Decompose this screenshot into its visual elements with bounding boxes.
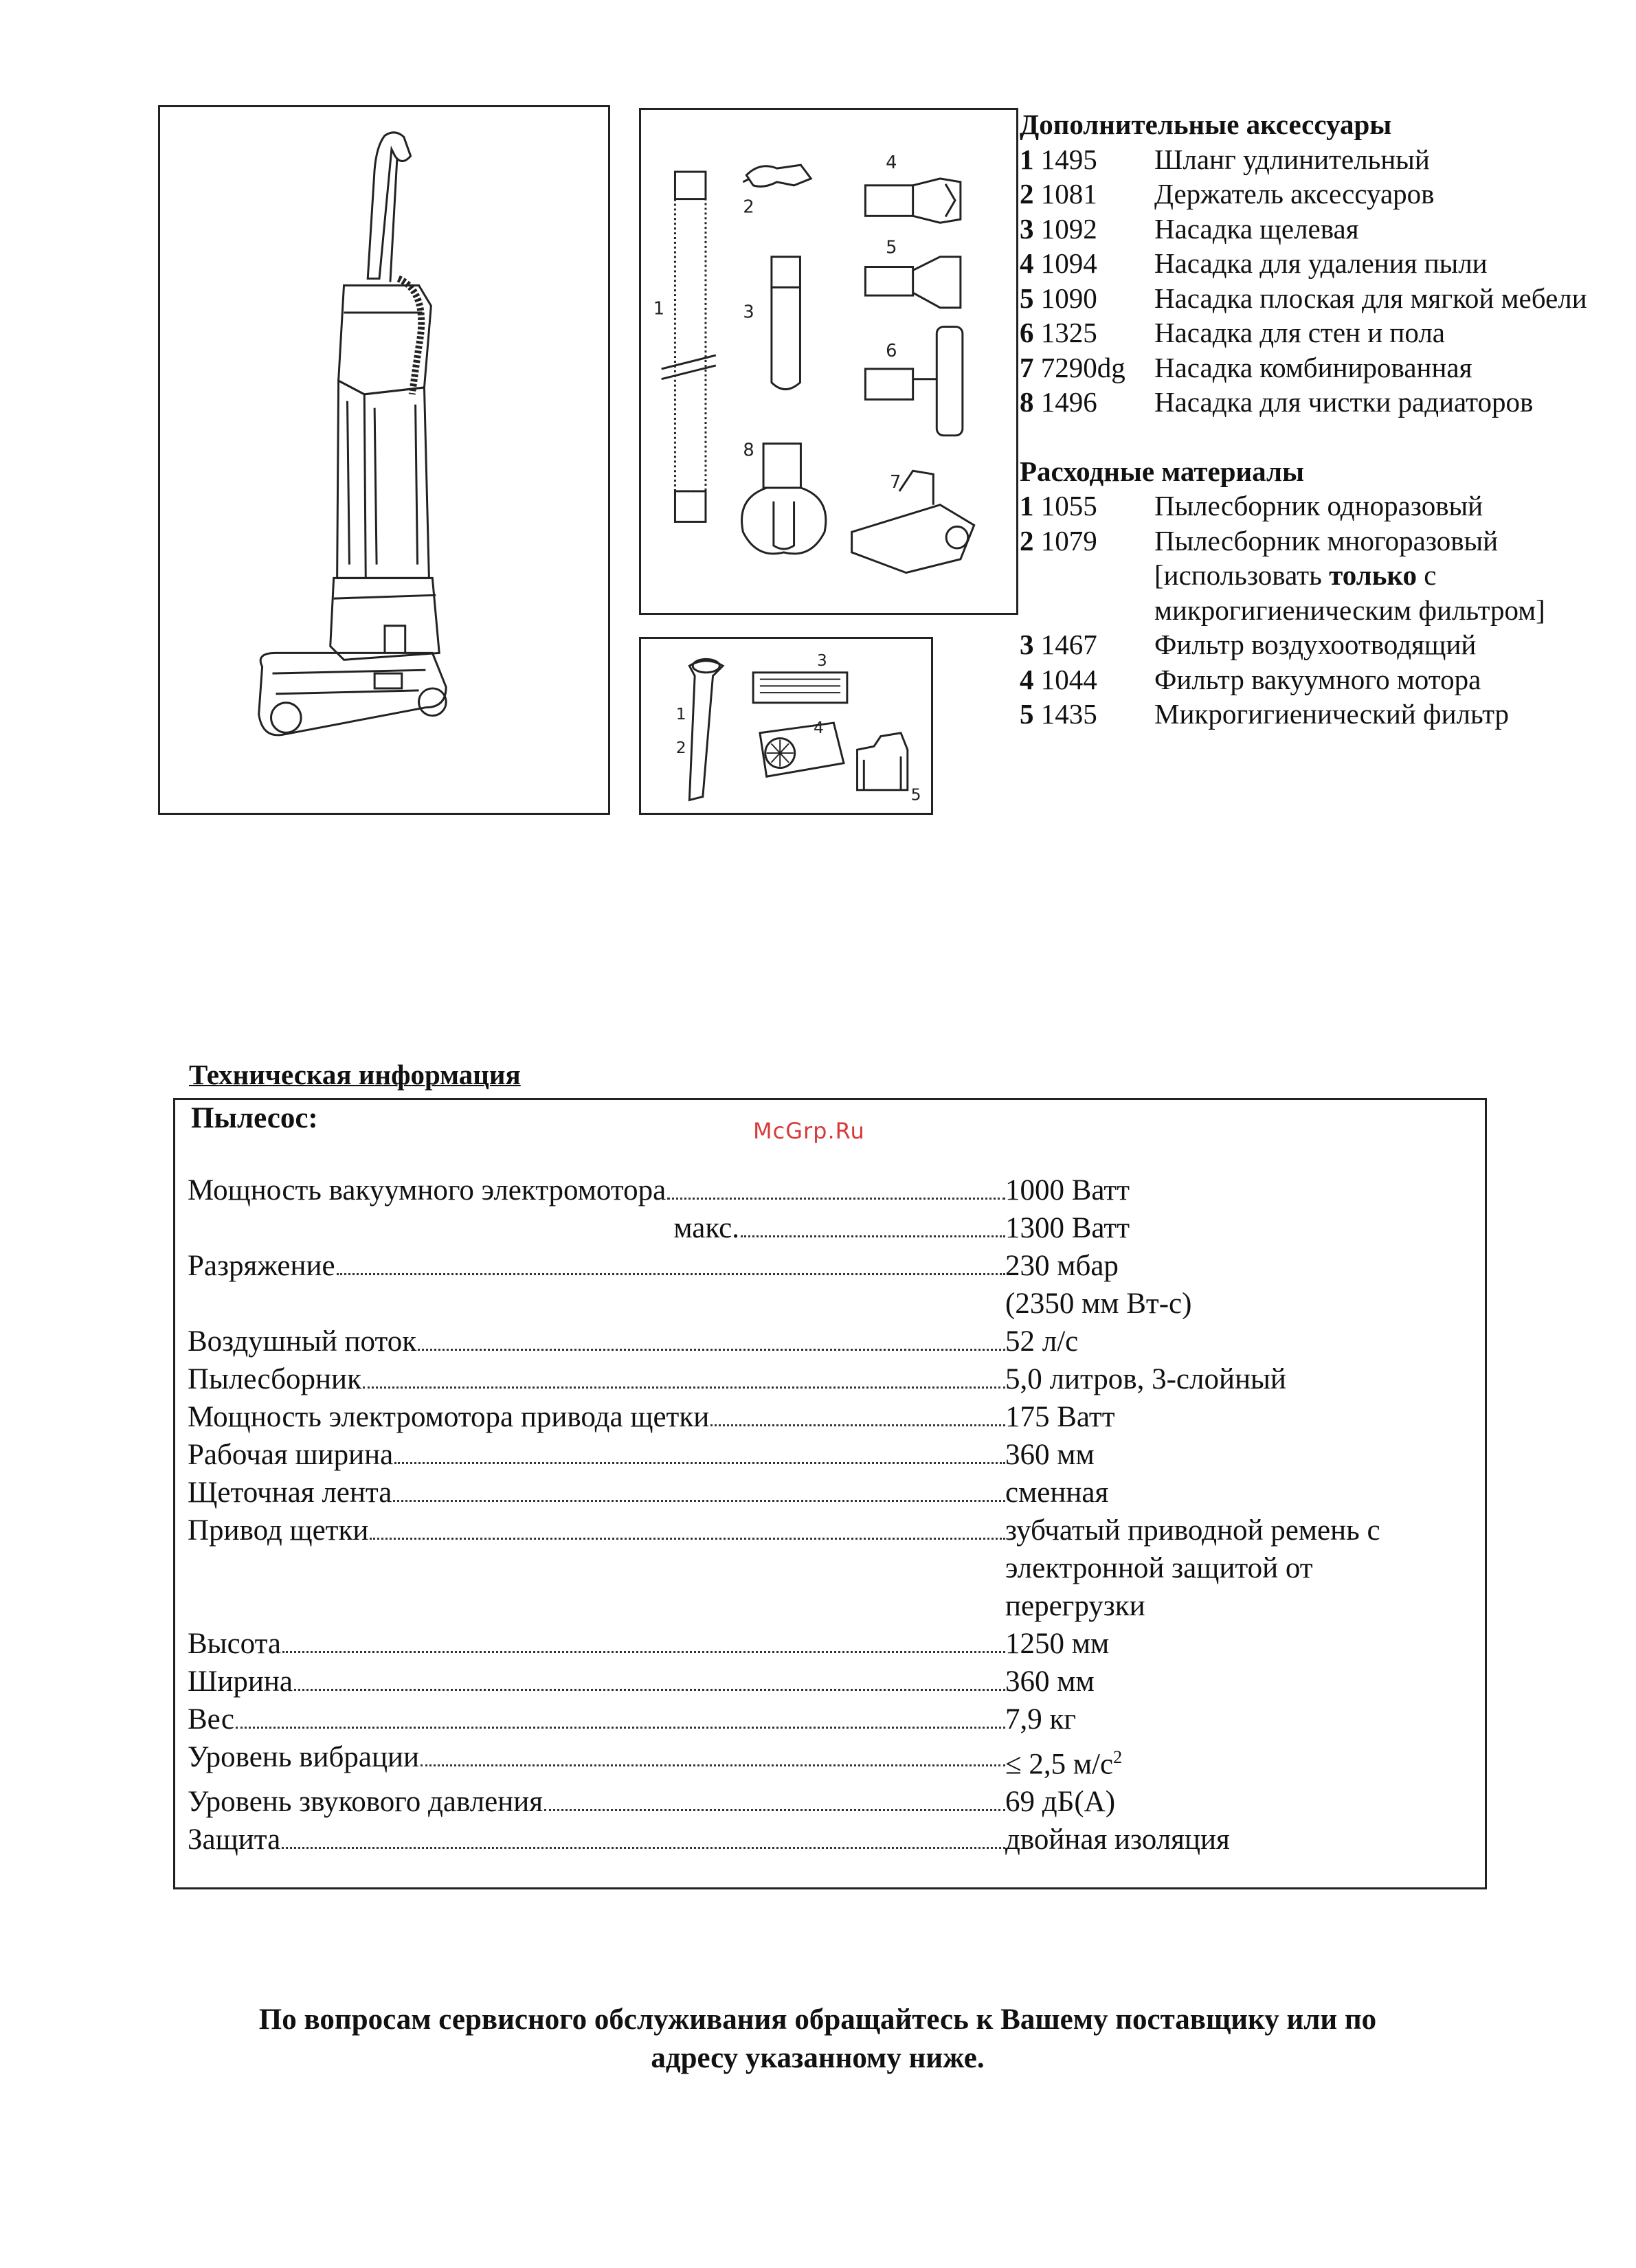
accessories-item-name: Насадка комбинированная bbox=[1154, 351, 1472, 383]
accessories-item-desc bbox=[1154, 385, 1624, 420]
spec-label-text: Вес bbox=[188, 1703, 234, 1736]
accessories-item bbox=[1020, 142, 1624, 177]
accessories-item-article: 1495 bbox=[1040, 143, 1097, 175]
accessories-item-name: Насадка для стен и пола bbox=[1154, 317, 1445, 348]
spec-label bbox=[188, 1738, 1005, 1783]
spec-label-text: макс. bbox=[673, 1212, 739, 1244]
consumables-item-name: Фильтр воздухоотводящий bbox=[1154, 629, 1477, 660]
consumables-item-desc bbox=[1154, 697, 1624, 732]
consumables-item-number: 5 bbox=[1020, 698, 1034, 730]
dot-leader bbox=[710, 1424, 1005, 1426]
accessories-item-desc bbox=[1154, 246, 1624, 281]
spec-value-text: 1250 мм bbox=[1005, 1628, 1110, 1660]
spec-label-text: Уровень звукового давления bbox=[188, 1786, 544, 1819]
spec-row bbox=[188, 1360, 1438, 1398]
accessories-item-code bbox=[1020, 385, 1154, 420]
spec-label bbox=[188, 1625, 1005, 1663]
consumables-item bbox=[1020, 524, 1624, 628]
spec-row bbox=[188, 1247, 1438, 1323]
spec-label-text: Рабочая ширина bbox=[188, 1439, 394, 1471]
accessories-figure bbox=[639, 108, 1018, 615]
spec-label bbox=[188, 1474, 1005, 1512]
accessories-item bbox=[1020, 212, 1624, 247]
accessories-item-code bbox=[1020, 315, 1154, 350]
dot-leader bbox=[282, 1651, 1005, 1653]
spec-value bbox=[1005, 1436, 1438, 1474]
spec-value-text: 52 л/с bbox=[1005, 1325, 1079, 1358]
spec-label bbox=[188, 1436, 1005, 1474]
consumables-item-name: Фильтр вакуумного мотора bbox=[1154, 663, 1481, 695]
spec-row bbox=[188, 1512, 1438, 1625]
svg-text:6: 6 bbox=[886, 341, 897, 362]
spec-label bbox=[188, 1663, 1005, 1700]
note-pre: [использовать bbox=[1154, 559, 1330, 591]
consumables-item-code bbox=[1020, 627, 1154, 662]
dot-leader bbox=[337, 1273, 1005, 1275]
consumables-item-name: Пылесборник одноразовый bbox=[1154, 490, 1483, 521]
spec-label-text: Ширина bbox=[188, 1665, 293, 1698]
consumables-item-number: 4 bbox=[1020, 663, 1034, 695]
spec-value bbox=[1005, 1700, 1438, 1738]
accessories-item-number: 4 bbox=[1020, 247, 1034, 279]
spec-label-text: Высота bbox=[188, 1628, 281, 1660]
accessories-item-desc bbox=[1154, 142, 1624, 177]
spec-row bbox=[188, 1625, 1438, 1663]
accessories-item-desc bbox=[1154, 212, 1624, 247]
spec-label-text: Уровень вибрации bbox=[188, 1741, 419, 1773]
spec-label bbox=[188, 1398, 1005, 1436]
dot-leader bbox=[236, 1727, 1005, 1729]
consumables-item-note bbox=[1154, 558, 1624, 627]
spec-value bbox=[1005, 1512, 1438, 1625]
spec-label bbox=[188, 1171, 1005, 1209]
svg-text:7: 7 bbox=[890, 471, 901, 493]
accessories-item-name: Насадка щелевая bbox=[1154, 212, 1359, 245]
dot-leader bbox=[667, 1198, 1005, 1200]
spec-label bbox=[188, 1360, 1005, 1398]
svg-text:2: 2 bbox=[675, 738, 686, 758]
spec-value-text: 5,0 литров, 3-слойный bbox=[1005, 1363, 1286, 1395]
service-note-line-2: адресу указанному ниже. bbox=[651, 2042, 985, 2074]
accessories-item-name: Насадка для удаления пыли bbox=[1154, 247, 1488, 279]
accessories-item-article: 7290dg bbox=[1040, 351, 1125, 383]
accessories-title: Дополнительные аксессуары bbox=[1020, 109, 1392, 140]
consumables-title: Расходные материалы bbox=[1020, 455, 1305, 487]
spec-label bbox=[188, 1247, 1005, 1323]
consumables-item-article: 1044 bbox=[1040, 663, 1097, 695]
spec-label-text: Щеточная лента bbox=[188, 1477, 392, 1509]
spec-label bbox=[188, 1821, 1005, 1859]
consumables-item bbox=[1020, 627, 1624, 662]
spec-row bbox=[188, 1398, 1438, 1436]
consumables-item-code bbox=[1020, 524, 1154, 628]
spec-label bbox=[188, 1700, 1005, 1738]
svg-text:5: 5 bbox=[910, 785, 921, 805]
accessories-item-article: 1325 bbox=[1040, 317, 1097, 348]
consumables-item-name: Пылесборник многоразовый bbox=[1154, 524, 1499, 557]
accessories-item bbox=[1020, 281, 1624, 316]
accessories-item bbox=[1020, 246, 1624, 281]
watermark: McGrp.Ru bbox=[753, 1118, 865, 1144]
spec-value bbox=[1005, 1783, 1438, 1821]
accessories-item bbox=[1020, 177, 1624, 212]
spec-row bbox=[188, 1323, 1438, 1360]
spec-value-superscript: 2 bbox=[1113, 1747, 1123, 1767]
spec-row bbox=[188, 1821, 1438, 1859]
accessories-list bbox=[1020, 142, 1624, 420]
accessories-item bbox=[1020, 385, 1624, 420]
accessories-item-number: 6 bbox=[1020, 317, 1034, 348]
spec-row bbox=[188, 1783, 1438, 1821]
accessories-item-number: 3 bbox=[1020, 212, 1034, 245]
consumables-item-number: 1 bbox=[1020, 490, 1034, 521]
tech-title: Техническая информация bbox=[189, 1059, 521, 1090]
svg-text:3: 3 bbox=[743, 302, 754, 323]
svg-text:4: 4 bbox=[814, 717, 824, 737]
spec-label-text: Привод щетки bbox=[188, 1514, 369, 1547]
dot-leader bbox=[741, 1235, 1005, 1237]
spec-label-text: Воздушный поток bbox=[188, 1325, 417, 1358]
accessories-item-number: 2 bbox=[1020, 178, 1034, 210]
svg-text:1: 1 bbox=[653, 298, 665, 319]
consumables-item-article: 1055 bbox=[1040, 490, 1097, 521]
spec-label-text: Пылесборник bbox=[188, 1363, 361, 1395]
spec-value bbox=[1005, 1625, 1438, 1663]
consumables-item-article: 1435 bbox=[1040, 698, 1097, 730]
accessories-item-code bbox=[1020, 246, 1154, 281]
spec-label bbox=[188, 1209, 1005, 1247]
accessories-item-name: Насадка для чистки радиаторов bbox=[1154, 386, 1534, 418]
parts-list bbox=[1020, 107, 1624, 732]
service-note-line-1: По вопросам сервисного обслуживания обращайтесь к Вашему поставщику или по bbox=[258, 2003, 1377, 2036]
spec-value bbox=[1005, 1209, 1438, 1247]
spec-value bbox=[1005, 1398, 1438, 1436]
svg-text:8: 8 bbox=[743, 440, 754, 461]
accessories-item-article: 1496 bbox=[1040, 386, 1097, 418]
dot-leader bbox=[393, 1500, 1005, 1502]
spec-value-text: 7,9 кг bbox=[1005, 1703, 1077, 1736]
spec-value-text: 1300 Ватт bbox=[1005, 1212, 1130, 1244]
spec-label bbox=[188, 1512, 1005, 1625]
consumables-item-desc bbox=[1154, 662, 1624, 697]
note-bold: только bbox=[1329, 559, 1417, 591]
spec-value-text: 69 дБ(А) bbox=[1005, 1786, 1116, 1819]
dot-leader bbox=[421, 1764, 1005, 1766]
accessories-item-name: Насадка плоская для мягкой мебели bbox=[1154, 282, 1587, 314]
consumables-item-article: 1079 bbox=[1040, 524, 1097, 557]
spec-value-text: ≤ 2,5 м/с bbox=[1005, 1748, 1114, 1781]
vacuum-figure bbox=[158, 105, 610, 815]
consumables-item-desc bbox=[1154, 524, 1624, 628]
spec-value bbox=[1005, 1821, 1438, 1859]
spec-row bbox=[188, 1474, 1438, 1512]
consumables-drawing bbox=[641, 639, 931, 813]
accessories-item-article: 1081 bbox=[1040, 178, 1097, 210]
svg-text:3: 3 bbox=[816, 651, 827, 671]
consumables-figure bbox=[639, 637, 933, 815]
consumables-list bbox=[1020, 489, 1624, 732]
spec-row bbox=[188, 1738, 1438, 1783]
spec-value bbox=[1005, 1323, 1438, 1360]
accessories-item bbox=[1020, 350, 1624, 385]
accessories-item-name: Держатель аксессуаров bbox=[1154, 178, 1435, 210]
spec-value-text: зубчатый приводной ремень с электронной защитой от перегрузки bbox=[1005, 1514, 1380, 1622]
service-note bbox=[165, 2001, 1470, 2078]
dot-leader bbox=[370, 1538, 1005, 1540]
accessories-item-desc bbox=[1154, 315, 1624, 350]
accessories-item-desc bbox=[1154, 350, 1624, 385]
dot-leader bbox=[294, 1689, 1005, 1691]
spec-value bbox=[1005, 1663, 1438, 1700]
consumables-item-article: 1467 bbox=[1040, 629, 1097, 660]
accessories-item-number: 5 bbox=[1020, 282, 1034, 314]
dot-leader bbox=[418, 1349, 1005, 1351]
consumables-item-number: 3 bbox=[1020, 629, 1034, 660]
accessories-item-desc bbox=[1154, 281, 1624, 316]
spec-row bbox=[188, 1171, 1438, 1209]
spec-value bbox=[1005, 1474, 1438, 1512]
consumables-item-desc bbox=[1154, 627, 1624, 662]
consumables-item-number: 2 bbox=[1020, 524, 1034, 557]
dot-leader bbox=[363, 1386, 1005, 1389]
spec-value-text: 1000 Ватт bbox=[1005, 1174, 1130, 1206]
spec-list bbox=[188, 1171, 1438, 1859]
spec-value-text: сменная bbox=[1005, 1477, 1109, 1509]
spec-label-text: Мощность вакуумного электромотора bbox=[188, 1174, 666, 1206]
accessories-item-article: 1094 bbox=[1040, 247, 1097, 279]
consumables-item-name: Микрогигиенический фильтр bbox=[1154, 698, 1510, 730]
spec-row bbox=[188, 1436, 1438, 1474]
spec-row bbox=[188, 1663, 1438, 1700]
accessories-item bbox=[1020, 315, 1624, 350]
svg-text:1: 1 bbox=[675, 704, 686, 724]
accessories-item-code bbox=[1020, 281, 1154, 316]
spec-label-text: Защита bbox=[188, 1823, 281, 1856]
accessories-item-article: 1092 bbox=[1040, 212, 1097, 245]
spec-value-text: 360 мм bbox=[1005, 1665, 1095, 1698]
accessories-item-desc bbox=[1154, 177, 1624, 212]
accessories-item-code bbox=[1020, 350, 1154, 385]
spec-value-text: 175 Ватт bbox=[1005, 1401, 1115, 1433]
consumables-item-code bbox=[1020, 489, 1154, 524]
dot-leader bbox=[544, 1809, 1005, 1811]
accessories-item-number: 1 bbox=[1020, 143, 1034, 175]
accessories-item-code bbox=[1020, 177, 1154, 212]
consumables-item-code bbox=[1020, 697, 1154, 732]
accessories-item-article: 1090 bbox=[1040, 282, 1097, 314]
svg-text:5: 5 bbox=[886, 237, 897, 258]
svg-text:4: 4 bbox=[886, 153, 897, 174]
accessories-item-code bbox=[1020, 212, 1154, 247]
vacuum-cleaner-drawing bbox=[160, 107, 608, 813]
spec-value bbox=[1005, 1171, 1438, 1209]
spec-value-text: 360 мм bbox=[1005, 1439, 1095, 1471]
spec-row bbox=[188, 1700, 1438, 1738]
spec-row bbox=[188, 1209, 1438, 1247]
spec-value bbox=[1005, 1738, 1438, 1783]
spec-value bbox=[1005, 1247, 1438, 1323]
consumables-item-desc bbox=[1154, 489, 1624, 524]
spec-value-text: 230 мбар bbox=[1005, 1250, 1119, 1282]
spec-label-text: Мощность электромотора привода щетки bbox=[188, 1401, 710, 1433]
svg-text:2: 2 bbox=[743, 197, 754, 218]
dot-leader bbox=[282, 1847, 1005, 1849]
note-post: с микрогигиеническим фильтром] bbox=[1154, 559, 1545, 626]
accessories-item-code bbox=[1020, 142, 1154, 177]
spec-label-text: Разряжение bbox=[188, 1250, 335, 1282]
accessories-item-name: Шланг удлинительный bbox=[1154, 143, 1430, 175]
spec-label bbox=[188, 1323, 1005, 1360]
tech-subtitle: Пылесос: bbox=[191, 1102, 318, 1134]
consumables-item bbox=[1020, 489, 1624, 524]
accessories-item-number: 8 bbox=[1020, 386, 1034, 418]
accessories-item-number: 7 bbox=[1020, 351, 1034, 383]
accessories-drawing bbox=[641, 110, 1016, 613]
consumables-item bbox=[1020, 662, 1624, 697]
spec-label bbox=[188, 1783, 1005, 1821]
spec-value-text-2: (2350 мм Вт-с) bbox=[1005, 1288, 1192, 1320]
consumables-item bbox=[1020, 697, 1624, 732]
spec-value bbox=[1005, 1360, 1438, 1398]
consumables-item-code bbox=[1020, 662, 1154, 697]
dot-leader bbox=[394, 1462, 1005, 1464]
spec-value-text: двойная изоляция bbox=[1005, 1823, 1230, 1856]
